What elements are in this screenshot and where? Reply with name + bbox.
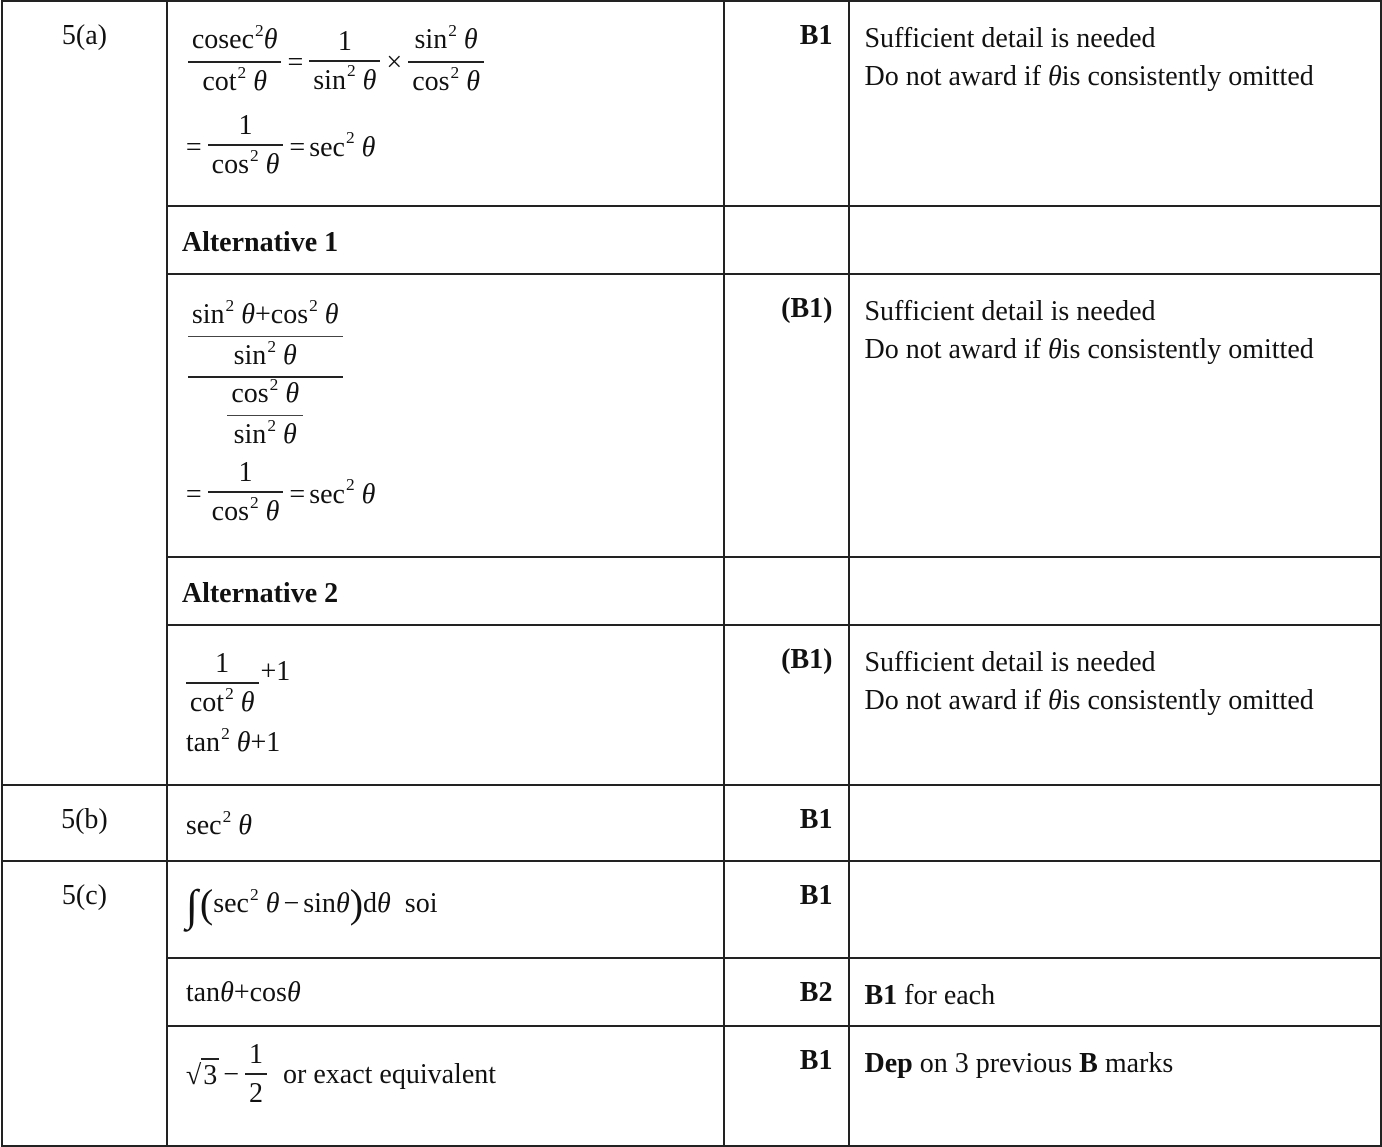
row-5a-alt1-heading — [2, 206, 1381, 274]
question-label-5c: 5(c) — [2, 861, 167, 1146]
fraction: $\frac{1}{\cos^2 \theta}$ — [208, 457, 284, 532]
row-5a-alt2 — [2, 625, 1381, 785]
fraction: $\frac{1}{\sin^2 \theta}$ — [309, 26, 380, 101]
mark-5c-3: B1 — [724, 1026, 850, 1146]
math-line: = $\frac{1}{\cos^2 \theta}$ = $\sec^2 \theta$ — [186, 457, 709, 532]
guidance-5a-alt2: Sufficient detail is needed Do not award if θis consistently omitted — [849, 625, 1381, 785]
row-5a-main — [2, 1, 1381, 206]
guidance-5c-2: B1 for each — [849, 958, 1381, 1026]
guidance-5c-1 — [849, 861, 1381, 958]
answer-5a-main — [167, 1, 724, 206]
question-label-5b: 5(b) — [2, 785, 167, 861]
math-line: ∫ ( $\sec^2 \theta$ − sinθ ) dθ soi — [185, 881, 438, 930]
math-line: $\frac{cosec^2\theta}{\cot^2 \theta}$ = $\frac{1}{\sin^2 \theta}$ × $\frac{\sin^2 \theta}{\cos^2 \theta}$ — [186, 20, 709, 102]
fraction: $\frac{\sin^2 \theta+\cos^2 \theta}{\sin^2 \theta}$ — [188, 299, 343, 376]
math-line: = $\frac{1}{\cos^2 \theta}$ = $\sec^2 \theta$ — [186, 110, 709, 185]
math-line: $\frac{1}{\cot^2 \theta}$ +1 — [186, 648, 709, 723]
alternative-2-heading: Alternative 2 — [167, 557, 724, 625]
fraction: $\frac{\sin^2 \theta}{\cos^2 \theta}$ — [408, 24, 484, 102]
answer-5a-alt2 — [167, 625, 724, 785]
guidance-5a-main: Sufficient detail is needed Do not award if θis consistently omitted — [849, 1, 1381, 206]
guidance-5c-3: Dep on 3 previous B marks — [849, 1026, 1381, 1146]
row-5a-alt2-heading — [2, 557, 1381, 625]
fraction: $\frac{\cos^2 \theta}{\sin^2 \theta}$ — [227, 378, 303, 455]
guidance-5a-alt1: Sufficient detail is needed Do not award if θis consistently omitted — [849, 274, 1381, 557]
answer-5a-alt1 — [167, 274, 724, 557]
mark-5a-alt2: (B1) — [724, 625, 850, 785]
compound-fraction — [188, 295, 343, 455]
math-line: √ 3 − $\frac{1}{2}$ or exact equivalent — [185, 1039, 497, 1109]
mark-scheme-table — [1, 0, 1382, 1147]
row-5a-alt1 — [2, 274, 1381, 557]
row-5c-1 — [2, 861, 1381, 958]
question-label-5a: 5(a) — [2, 1, 167, 785]
guidance-5b — [849, 785, 1381, 861]
math-line — [186, 295, 709, 455]
math-line: $\tan^2 \theta+1$ — [185, 723, 281, 758]
fraction: $\frac{1}{2}$ — [245, 1039, 267, 1111]
square-root: √ 3 — [185, 1060, 218, 1091]
row-5c-3 — [2, 1026, 1381, 1146]
row-5c-2 — [2, 958, 1381, 1026]
fraction: $\frac{1}{\cot^2 \theta}$ — [186, 648, 259, 723]
mark-5c-2: B2 — [724, 958, 850, 1026]
answer-5b: $\sec^2 \theta$ — [167, 785, 724, 861]
alternative-1-heading: Alternative 1 — [167, 206, 724, 274]
row-5b — [2, 785, 1381, 861]
mark-5b: B1 — [724, 785, 850, 861]
answer-5c-1 — [167, 861, 724, 958]
fraction: $\frac{cosec^2\theta}{\cot^2 \theta}$ — [188, 24, 282, 102]
fraction: $\frac{1}{\cos^2 \theta}$ — [208, 110, 284, 185]
mark-5a-main: B1 — [724, 1, 850, 206]
mark-5a-alt1: (B1) — [724, 274, 850, 557]
mark-5c-1: B1 — [724, 861, 850, 958]
answer-5c-2: tanθ+cosθ — [167, 958, 724, 1026]
answer-5c-3 — [167, 1026, 724, 1146]
